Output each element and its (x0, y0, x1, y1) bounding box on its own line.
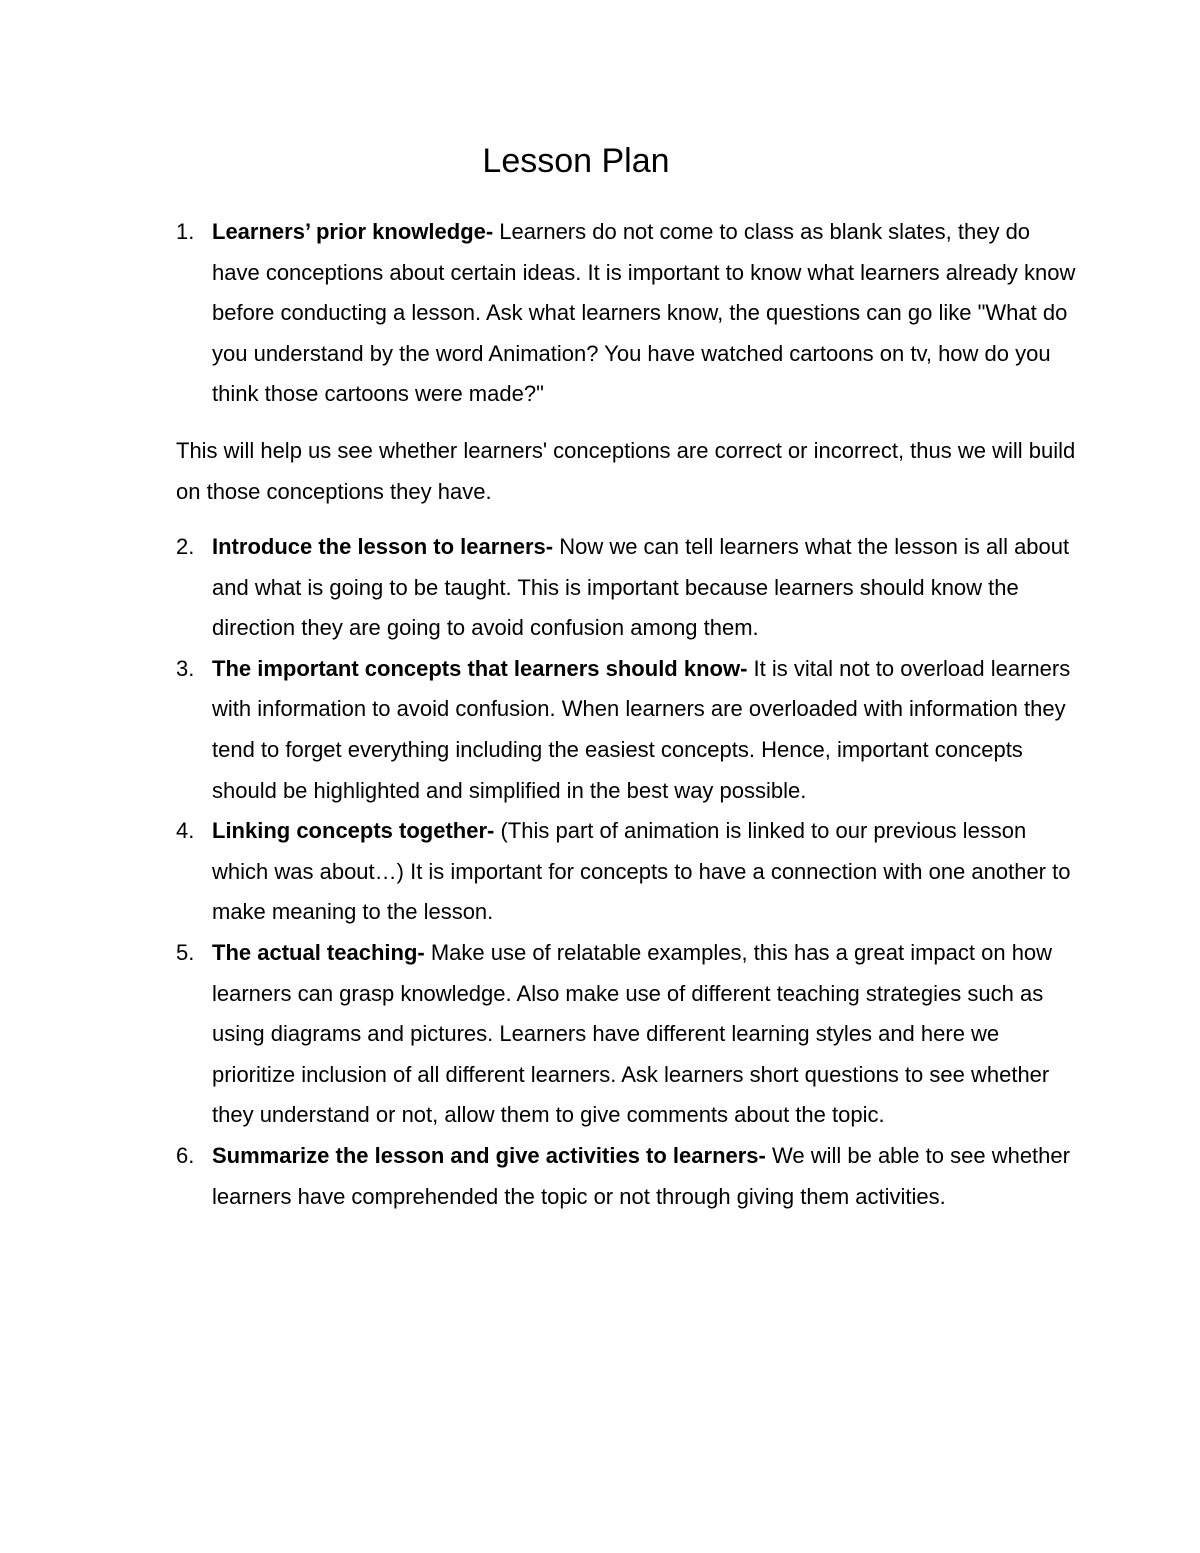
list-item (176, 527, 1076, 649)
list-item (176, 212, 1076, 415)
list-item-number: 3. (176, 655, 195, 681)
list-item-text: Now we can tell learners what the lesson is all about and what is going to be taught. This is important because learners should know the direction they are going to avoid confusion among them. (212, 534, 1070, 641)
list-item-number: 4. (176, 818, 195, 844)
list-item (176, 649, 1076, 811)
list-item-number: 2. (176, 534, 195, 559)
page-title: Lesson Plan (482, 142, 670, 180)
list-item-heading: Introduce the lesson to learners- (212, 534, 554, 559)
lesson-steps-list-continued (176, 527, 1076, 1217)
list-item-number: 6. (176, 1142, 195, 1168)
list-item-text: It is vital not to overload learners with information to avoid confusion. When learners are overloaded with information they tend to forget everything including the easiest concepts. Hence, important concepts should be highlighted and simplified in the best way possible. (212, 655, 1071, 803)
list-item (176, 933, 1076, 1136)
list-item-heading: The important concepts that learners should know- (212, 655, 748, 681)
list-item (176, 1136, 1076, 1217)
list-item-number: 1. (176, 219, 195, 244)
list-item-heading: The actual teaching- (212, 939, 425, 965)
list-item-heading: Linking concepts together- (212, 818, 495, 844)
list-item-heading: Summarize the lesson and give activities to learners- (212, 1142, 766, 1168)
list-item-text: (This part of animation is linked to our previous lesson which was about…) It is important for concepts to have a connection with one another to make meaning to the lesson. (212, 818, 1071, 925)
list-item-text: Make use of relatable examples, this has a great impact on how learners can grasp knowledge. Also make use of different teaching strategies such as using diagrams and pictures. Learners have different learning styles and here we prioritize inclusion of all different learners. Ask learners short questions to see whether they understand or not, allow them to give comments about the topic. (212, 939, 1053, 1128)
list-item-number: 5. (176, 939, 195, 965)
list-item-text: We will be able to see whether learners have comprehended the topic or not through giving them activities. (212, 1142, 1070, 1209)
list-item-text: Learners do not come to class as blank slates, they do have conceptions about certain ideas. It is important to know what learners already know before conducting a lesson. Ask what learners know, the questions can go like "What do you understand by the word Animation? You have watched cartoons on tv, how do you think those cartoons were made?" (212, 219, 1076, 407)
lesson-steps-list (176, 212, 1076, 415)
body-paragraph: This will help us see whether learners' conceptions are correct or incorrect, thus we will build on those conceptions they have. (176, 438, 1076, 504)
list-item (176, 811, 1076, 933)
list-item-heading: Learners’ prior knowledge- (212, 219, 494, 244)
